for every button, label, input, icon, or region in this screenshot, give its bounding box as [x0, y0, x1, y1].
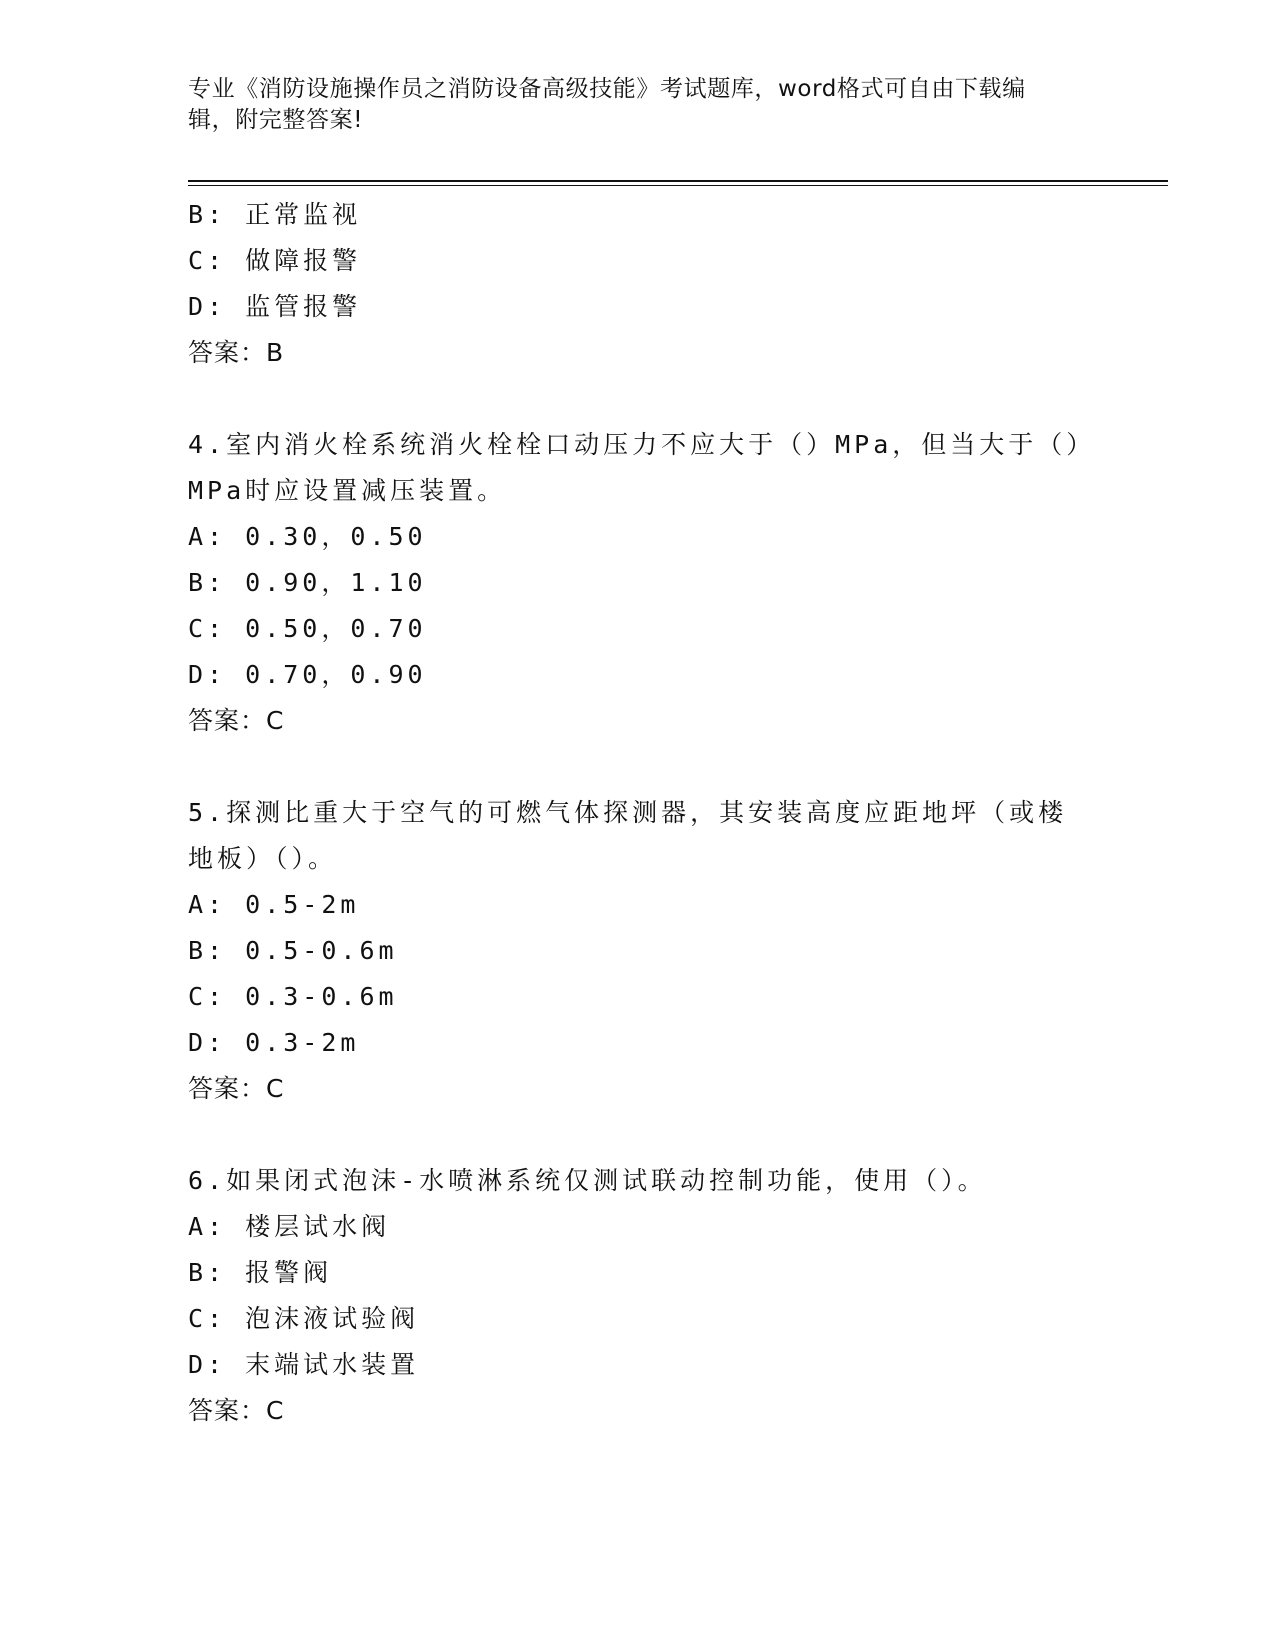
header-divider-thick [188, 180, 1168, 182]
answer-text: 答案：C [188, 1074, 285, 1103]
option-c: C: 做障报警 [188, 246, 362, 275]
option-b: B: 0.5-0.6m [188, 936, 398, 965]
answer-text: 答案：C [188, 1396, 285, 1425]
document-header [188, 74, 1068, 136]
header-divider-thin [188, 185, 1168, 186]
answer-text: 答案：C [188, 706, 285, 735]
question-block-6 [188, 1158, 1088, 1434]
question-block-4 [188, 422, 1096, 744]
question-list [188, 192, 1096, 1434]
option-d: D: 监管报警 [188, 292, 362, 321]
question-spacer [188, 376, 1088, 422]
option-b: B: 正常监视 [188, 200, 362, 229]
question-block-5 [188, 790, 1088, 1112]
option-d: D: 0.3-2m [188, 1028, 360, 1057]
option-a: A: 0.30，0.50 [188, 522, 427, 551]
option-d: D: 0.70，0.90 [188, 660, 427, 689]
question-spacer [188, 744, 1088, 790]
option-a: A: 0.5-2m [188, 890, 360, 919]
question-spacer [188, 1112, 1088, 1158]
option-c: C: 0.3-0.6m [188, 982, 398, 1011]
question-text-line: MPa时应设置减压装置。 [188, 476, 507, 505]
option-b: B: 报警阀 [188, 1258, 333, 1287]
question-block-3 [188, 192, 1088, 376]
option-b: B: 0.90，1.10 [188, 568, 427, 597]
option-a: A: 楼层试水阀 [188, 1212, 391, 1241]
question-text-line: 6.如果闭式泡沫-水喷淋系统仅测试联动控制功能，使用（）。 [188, 1166, 987, 1195]
question-text-line: 5.探测比重大于空气的可燃气体探测器，其安装高度应距地坪（或楼 [188, 798, 1068, 827]
question-text-line: 地板）（）。 [188, 844, 338, 873]
answer-text: 答案：B [188, 338, 285, 367]
option-c: C: 0.50，0.70 [188, 614, 427, 643]
option-d: D: 末端试水装置 [188, 1350, 420, 1379]
option-c: C: 泡沫液试验阀 [188, 1304, 420, 1333]
header-line: 专业《消防设施操作员之消防设备高级技能》考试题库，word格式可自由下载编 [188, 76, 1026, 102]
question-text-line: 4.室内消火栓系统消火栓栓口动压力不应大于（）MPa，但当大于（） [188, 430, 1096, 459]
header-line: 辑，附完整答案! [188, 107, 364, 133]
